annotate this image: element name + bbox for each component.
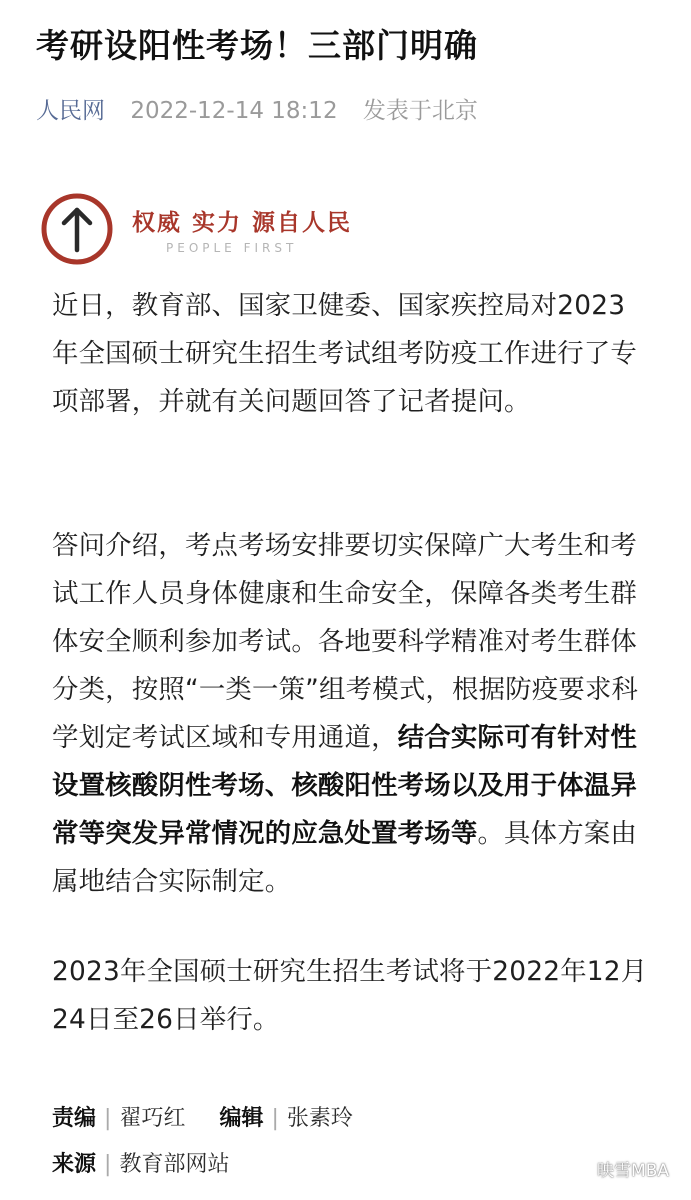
up-arrow-circle-icon bbox=[40, 192, 114, 266]
brand-banner bbox=[40, 190, 370, 270]
publish-datetime: 2022-12-14 18:12 bbox=[130, 98, 338, 124]
wechat-icon bbox=[571, 1162, 593, 1180]
body-paragraph-2-text: 答问介绍，考点考场安排要切实保障广大考生和考试工作人员身体健康和生命安全，保障各类考生群体安全顺利参加考试。各地要科学精准对考生群体分类，按照“一类一策”组考模式，根据防疫要求科学划定考试区域和专用通道， bbox=[52, 530, 639, 753]
editor-label: 编辑 bbox=[219, 1106, 264, 1131]
editor-in-charge-name: 翟巧红 bbox=[119, 1106, 186, 1131]
credit-separator: | bbox=[271, 1106, 279, 1131]
account-name-link[interactable]: 人民网 bbox=[36, 98, 105, 124]
source-name: 教育部网站 bbox=[119, 1152, 230, 1177]
article-meta bbox=[36, 94, 478, 128]
body-paragraph-1: 近日，教育部、国家卫健委、国家疾控局对2023年全国硕士研究生招生考试组考防疫工作进行了专项部署，并就有关问题回答了记者提问。 bbox=[52, 290, 637, 417]
article-title: 考研设阳性考场！三部门明确 bbox=[36, 26, 478, 65]
brand-slogan: 权威 实力 源自人民 bbox=[132, 210, 353, 236]
credit-source-line bbox=[52, 1142, 353, 1188]
body-paragraph-2-bold: 结合实际可有针对性设置核酸阴性考场、核酸阳性考场以及用于体温异常等突发异常情况的应急处置考场等 bbox=[52, 722, 638, 849]
body-paragraph-2 bbox=[52, 522, 648, 906]
watermark bbox=[571, 1156, 669, 1181]
editor-name: 张素玲 bbox=[286, 1106, 353, 1131]
credit-separator: | bbox=[104, 1152, 112, 1177]
source-label: 来源 bbox=[52, 1152, 97, 1177]
watermark-text: 映雪MBA bbox=[597, 1161, 669, 1181]
brand-subtitle: PEOPLE FIRST bbox=[166, 241, 298, 255]
body-paragraph-2-end: 。具体方案由属地结合实际制定。 bbox=[52, 818, 637, 897]
credit-editors-line bbox=[52, 1096, 353, 1142]
editor-in-charge-label: 责编 bbox=[52, 1106, 97, 1131]
publish-location: 发表于北京 bbox=[362, 98, 478, 124]
article-credits bbox=[52, 1096, 353, 1188]
credit-separator: | bbox=[104, 1106, 112, 1131]
body-paragraph-3: 2023年全国硕士研究生招生考试将于2022年12月24日至26日举行。 bbox=[52, 956, 648, 1035]
